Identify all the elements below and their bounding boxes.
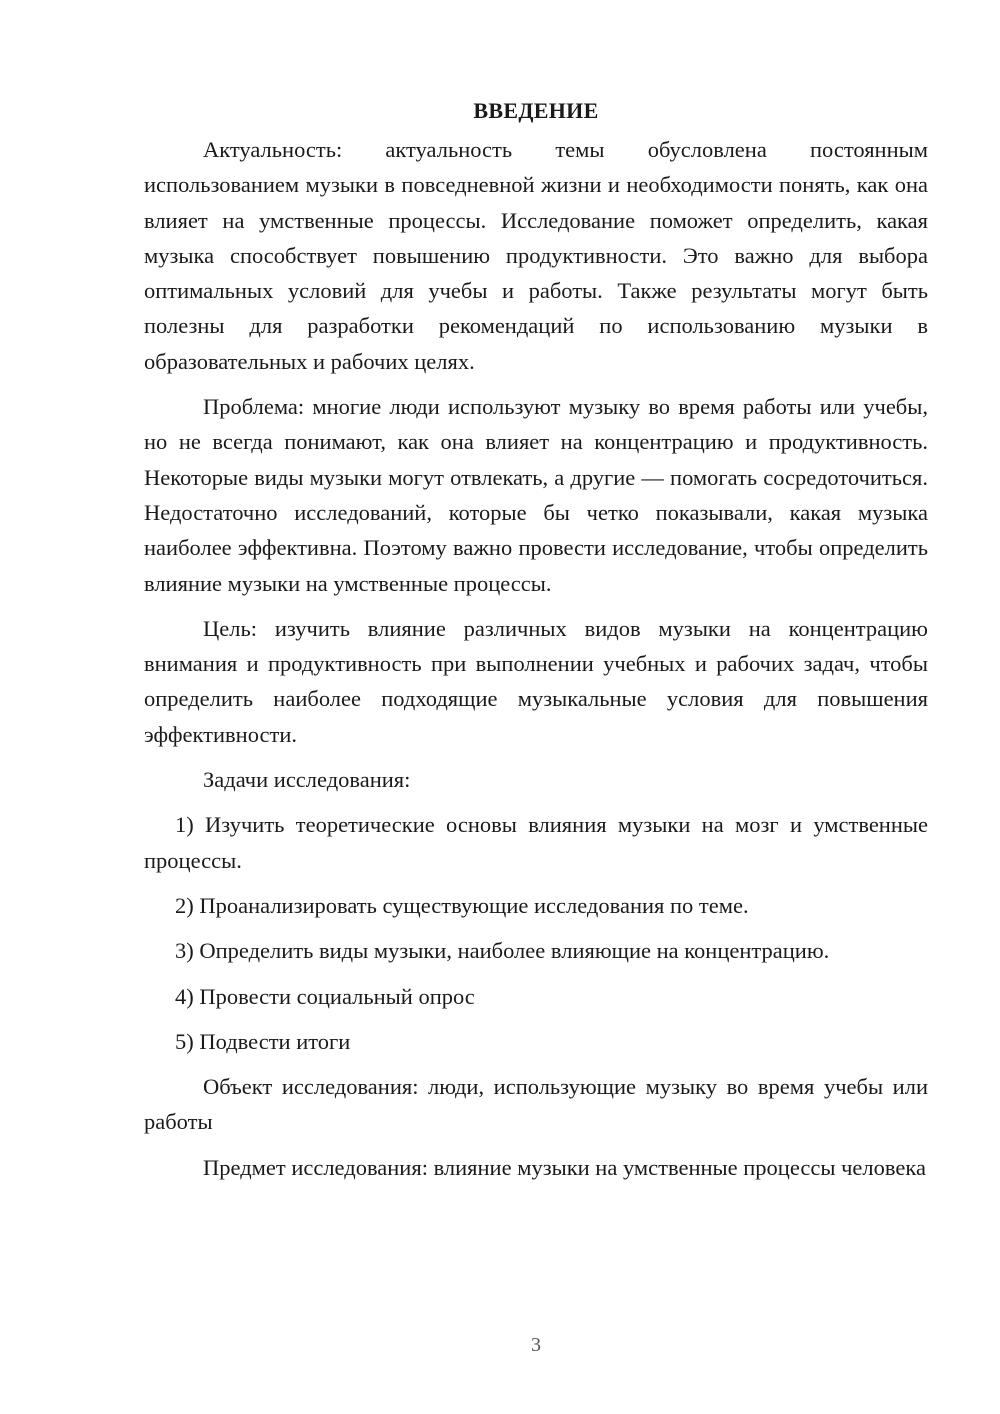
goal-paragraph: Цель: изучить влияние различных видов музыки на концентрацию внимания и продуктивность при выполнении учебных и рабочих задач, чтобы определить наиболее подходящие музыкальные условия для повышения эффективности. <box>144 615 928 747</box>
relevance-paragraph: Актуальность: актуальность темы обусловлена постоянным использованием музыки в повседневной жизни и необходимости понять, как она влияет на умственные процессы. Исследование поможет определить, какая музыка способствует повышению продуктивности. Это важно для выбора оптимальных условий для учебы и работы. Также результаты могут быть полезны для разработки рекомендаций по использованию музыки в образовательных и рабочих целях. <box>144 137 928 374</box>
subject-paragraph: Предмет исследования: влияние музыки на умственные процессы человека <box>203 1154 926 1180</box>
document-page <box>144 96 928 1195</box>
task-item: 1) Изучить теоретические основы влияния музыки на мозг и умственные процессы. <box>144 812 928 873</box>
task-item: 5) Подвести итоги <box>175 1028 351 1054</box>
tasks-heading: Задачи исследования: <box>203 767 411 793</box>
document-title: ВВЕДЕНИЕ <box>473 98 599 123</box>
task-item: 2) Проанализировать существующие исследования по теме. <box>175 892 749 918</box>
task-item: 3) Определить виды музыки, наиболее влияющие на концентрацию. <box>175 938 830 964</box>
problem-paragraph: Проблема: многие люди используют музыку во время работы или учебы, но не всегда понимают, как она влияет на концентрацию и продуктивность. Некоторые виды музыки могут отвлекать, а другие — помогать сосредоточиться. Недостаточно исследований, которые бы четко показывали, какая музыка наиболее эффективна. Поэтому важно провести исследование, чтобы определить влияние музыки на умственные процессы. <box>144 394 928 596</box>
object-paragraph: Объект исследования: люди, использующие музыку во время учебы или работы <box>144 1074 928 1135</box>
task-item: 4) Провести социальный опрос <box>175 983 475 1009</box>
page-number: 3 <box>531 1334 541 1356</box>
